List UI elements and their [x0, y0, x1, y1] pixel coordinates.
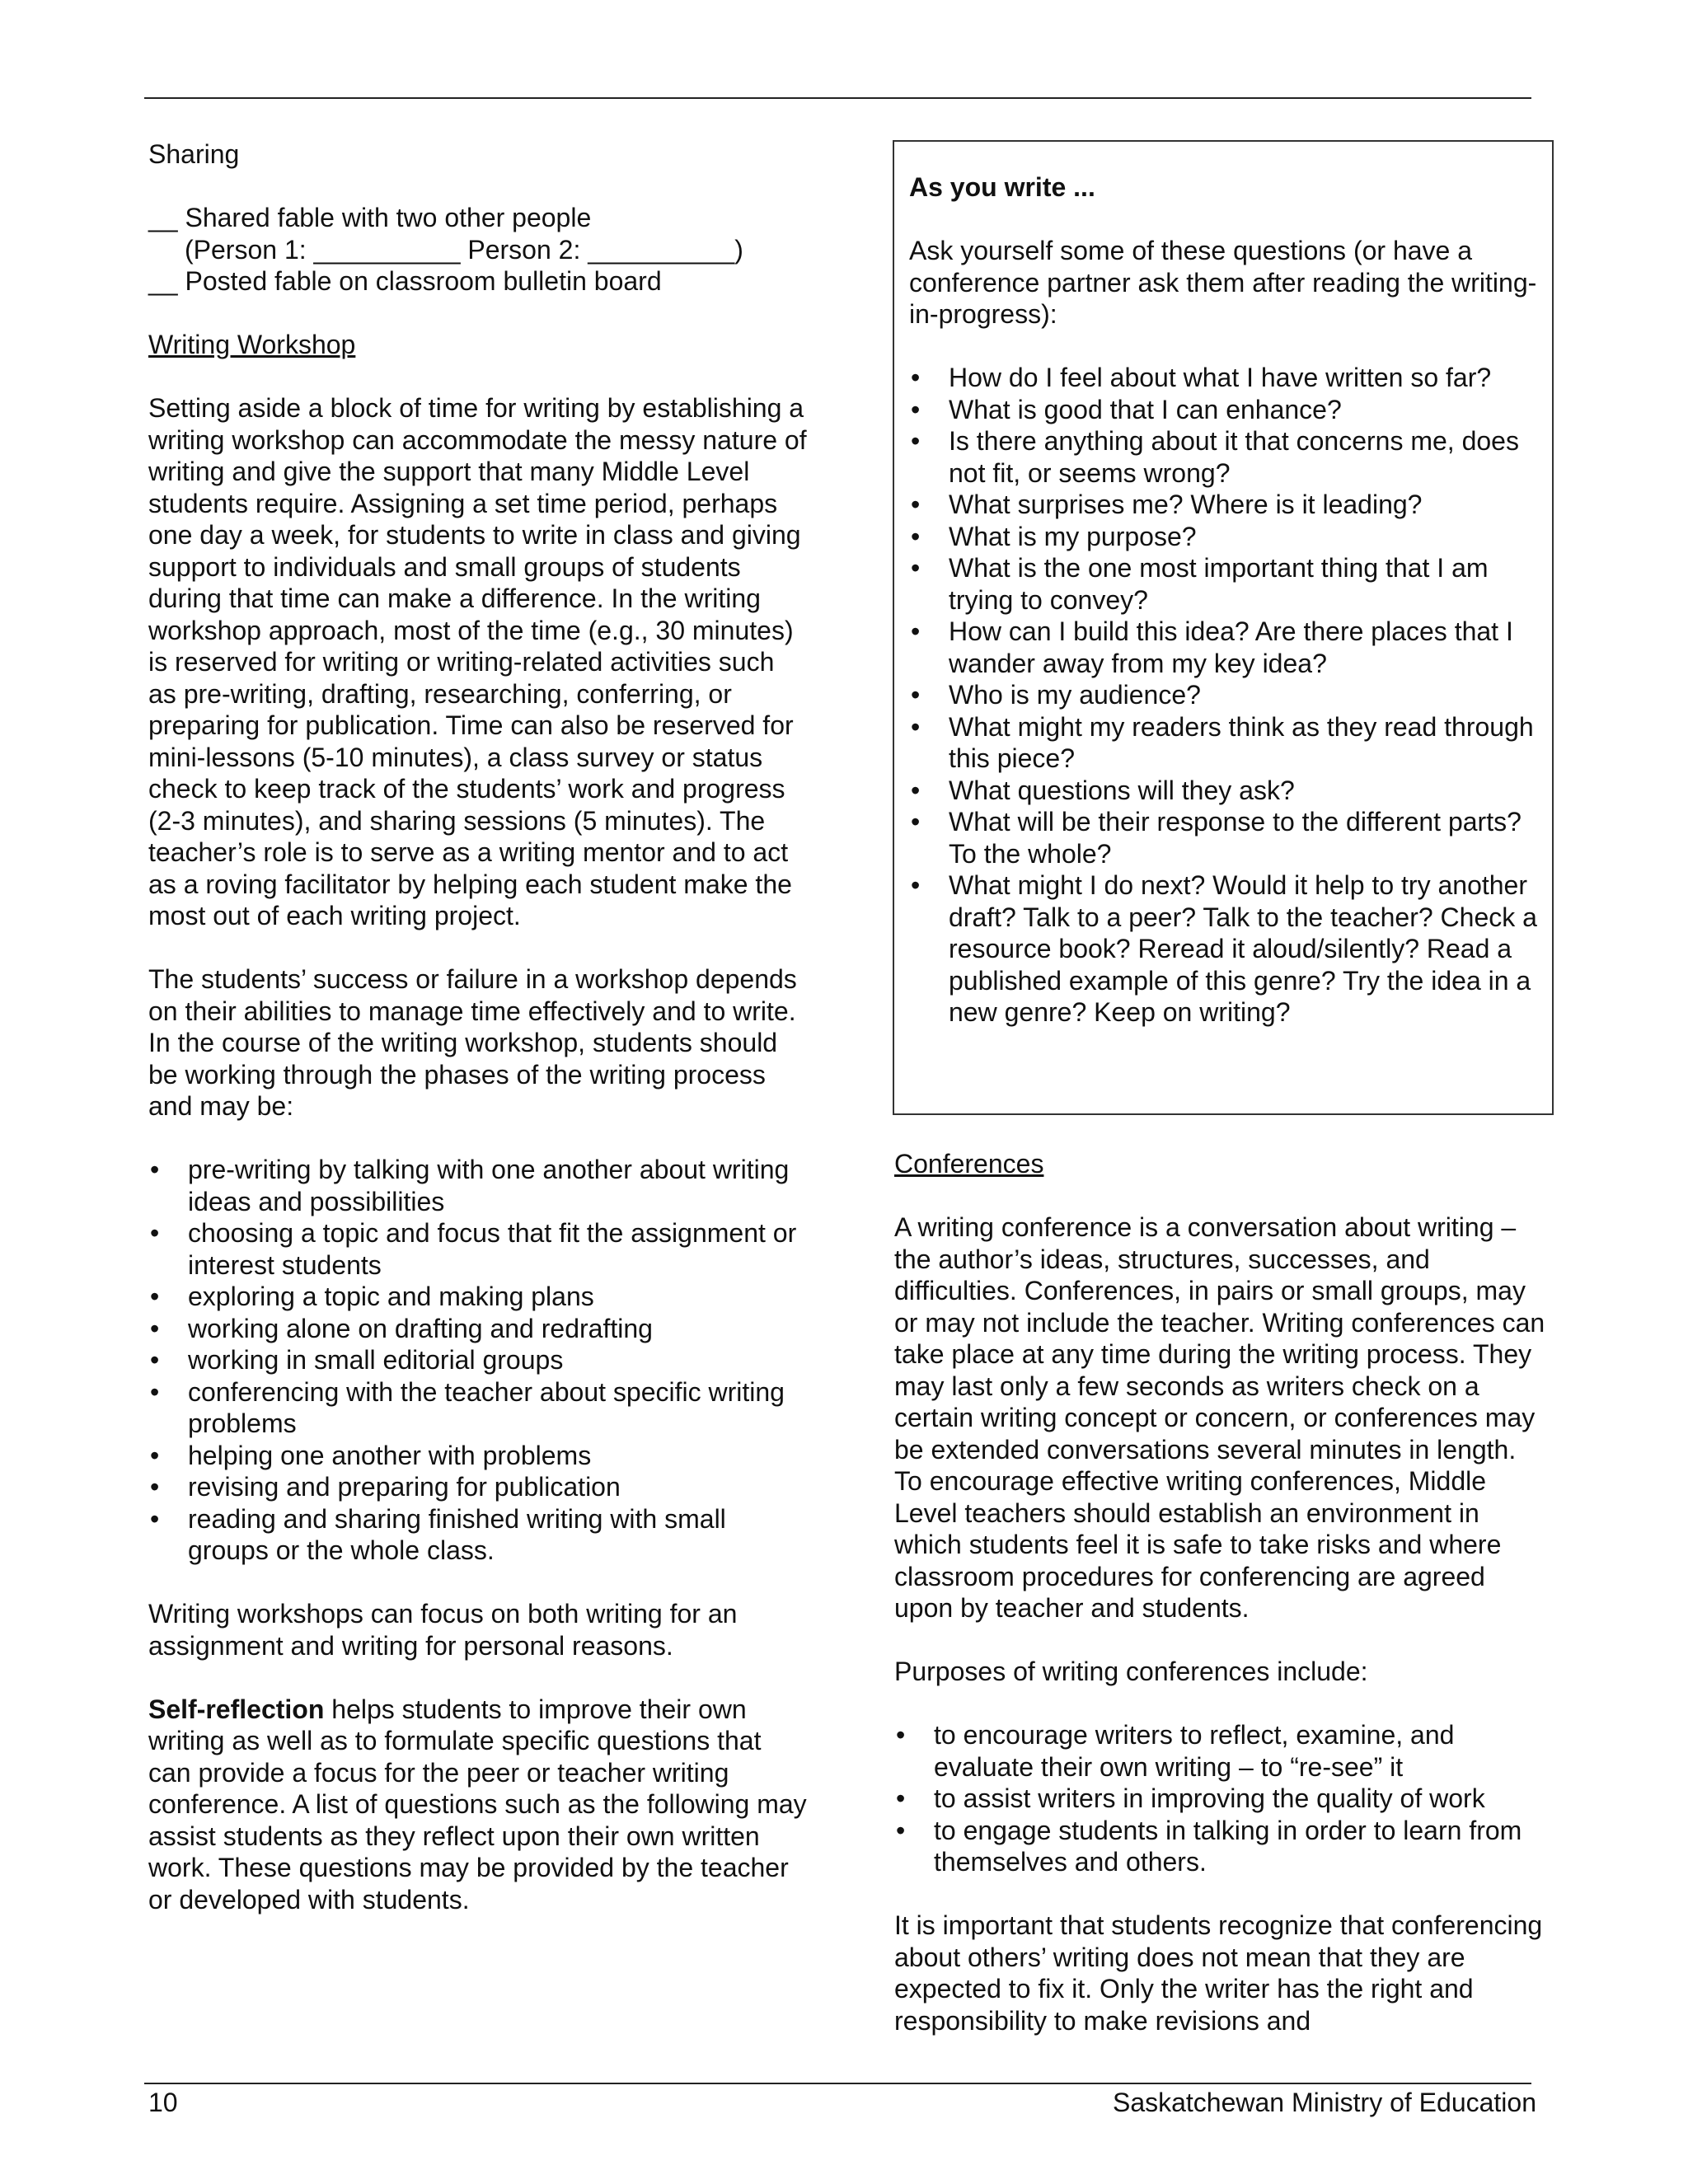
- workshop-paragraph-2: The students’ success or failure in a workshop depends on their abilities to manage time effectively and to write. In the course of the writing workshop, students should be working through the phases of the writing process and may be:: [148, 964, 797, 1121]
- list-item: • revising and preparing for publication: [148, 1471, 808, 1503]
- list-item: • How can I build this idea? Are there places that I wander away from my key idea?: [909, 616, 1539, 679]
- right-column: [894, 1148, 1545, 2036]
- checklist-item-persons: (Person 1: __________ Person 2: __________): [185, 234, 743, 265]
- list-item: • What is good that I can enhance?: [909, 394, 1539, 426]
- list-item: • Is there anything about it that concerns me, does not fit, or seems wrong?: [909, 425, 1539, 489]
- list-item: • exploring a topic and making plans: [148, 1281, 808, 1313]
- list-item: • What is my purpose?: [909, 521, 1539, 553]
- list-item: • How do I feel about what I have written so far?: [909, 362, 1539, 394]
- checklist-item-posted: __ Posted fable on classroom bulletin board: [148, 266, 662, 296]
- conferences-paragraph-1: A writing conference is a conversation about writing – the author’s ideas, structures, successes, and difficulties. Conferences, in pairs or small groups, may or may not include the teacher. Writing conferences can take place at any time during the writing process. They may last only a few seconds as writers check on a certain writing concept or concern, or conferences may be extended conversations several minutes in length. To encourage effective writing conferences, Middle Level teachers should establish an environment in which students feel it is safe to take risks and where classroom procedures for conferencing are agreed upon by teacher and students.: [894, 1212, 1545, 1623]
- list-item: • What might I do next? Would it help to try another draft? Talk to a peer? Talk to the teacher? Check a resource book? Reread it aloud/silently? Read a published example of this genre? Try the idea in a new genre? Keep on writing?: [909, 869, 1539, 1029]
- self-reflection-text: helps students to improve their own writing as well as to formulate specific questions that can provide a focus for the peer or teacher writing conference. A list of questions such as the following may assist students as they reflect upon their own written work. These questions may be provided by the teacher or developed with students.: [148, 1694, 807, 1915]
- workshop-paragraph-1: Setting aside a block of time for writing by establishing a writing workshop can accommodate the messy nature of writing and give the support that many Middle Level students require. Assigning a set time period, perhaps one day a week, for students to write in class and giving support to individuals and small groups of students during that time can make a difference. In the writing workshop approach, most of the time (e.g., 30 minutes) is reserved for writing or writing-related activities such as pre-writing, drafting, researching, conferring, or preparing for publication. Time can also be reserved for mini-lessons (5-10 minutes), a class survey or status check to keep track of the students’ work and progress (2-3 minutes), and sharing sessions (5 minutes). The teacher’s role is to serve as a writing mentor and to act as a roving facilitator by helping each student make the most out of each writing project.: [148, 393, 807, 930]
- list-item: • What might my readers think as they read through this piece?: [909, 711, 1539, 775]
- callout-intro: Ask yourself some of these questions (or have a conference partner ask them after reading the writing-in-progress):: [909, 236, 1537, 329]
- conferences-paragraph-2: It is important that students recognize that conferencing about others’ writing does not mean that they are expected to fix it. Only the writer has the right and responsibility to make revisions and: [894, 1910, 1543, 2036]
- list-item: • working in small editorial groups: [148, 1344, 808, 1376]
- checklist-item-shared: __ Shared fable with two other people: [148, 203, 592, 232]
- workshop-paragraph-3: Writing workshops can focus on both writing for an assignment and writing for personal reasons.: [148, 1599, 738, 1661]
- purposes-list: [894, 1719, 1545, 1878]
- header-rule: [144, 97, 1531, 99]
- sharing-heading: Sharing: [148, 139, 240, 169]
- self-reflection-paragraph: [148, 1694, 808, 1916]
- as-you-write-callout: [893, 140, 1554, 1115]
- workshop-phases-list: [148, 1154, 808, 1567]
- list-item: • pre-writing by talking with one another about writing ideas and possibilities: [148, 1154, 808, 1217]
- callout-title: [909, 171, 1539, 204]
- callout-title-text: As you write ...: [909, 172, 1095, 202]
- list-item: • to engage students in talking in order to learn from themselves and others.: [894, 1815, 1545, 1878]
- purposes-intro: Purposes of writing conferences include:: [894, 1657, 1368, 1686]
- publisher-name: Saskatchewan Ministry of Education: [1112, 2088, 1536, 2117]
- list-item: • What questions will they ask?: [909, 775, 1539, 807]
- list-item: • helping one another with problems: [148, 1440, 808, 1472]
- list-item: • choosing a topic and focus that fit the assignment or interest students: [148, 1217, 808, 1281]
- list-item: • working alone on drafting and redrafting: [148, 1313, 808, 1345]
- list-item: • Who is my audience?: [909, 679, 1539, 711]
- list-item: • What will be their response to the different parts? To the whole?: [909, 806, 1539, 869]
- writing-workshop-heading: Writing Workshop: [148, 330, 356, 359]
- list-item: • What surprises me? Where is it leading?: [909, 489, 1539, 521]
- list-item: • to assist writers in improving the quality of work: [894, 1783, 1545, 1815]
- self-reflection-term: Self-reflection: [148, 1694, 325, 1724]
- list-item: • What is the one most important thing that I am trying to convey?: [909, 552, 1539, 616]
- left-column: [148, 138, 808, 1947]
- footer-rule: [144, 2083, 1531, 2084]
- list-item: • to encourage writers to reflect, examine, and evaluate their own writing – to “re-see” it: [894, 1719, 1545, 1783]
- list-item: • reading and sharing finished writing with small groups or the whole class.: [148, 1503, 808, 1567]
- callout-questions-list: [909, 362, 1539, 1029]
- list-item: • conferencing with the teacher about specific writing problems: [148, 1376, 808, 1440]
- sharing-checklist: [148, 202, 808, 298]
- page-number: 10: [148, 2088, 178, 2117]
- conferences-heading: Conferences: [894, 1149, 1044, 1179]
